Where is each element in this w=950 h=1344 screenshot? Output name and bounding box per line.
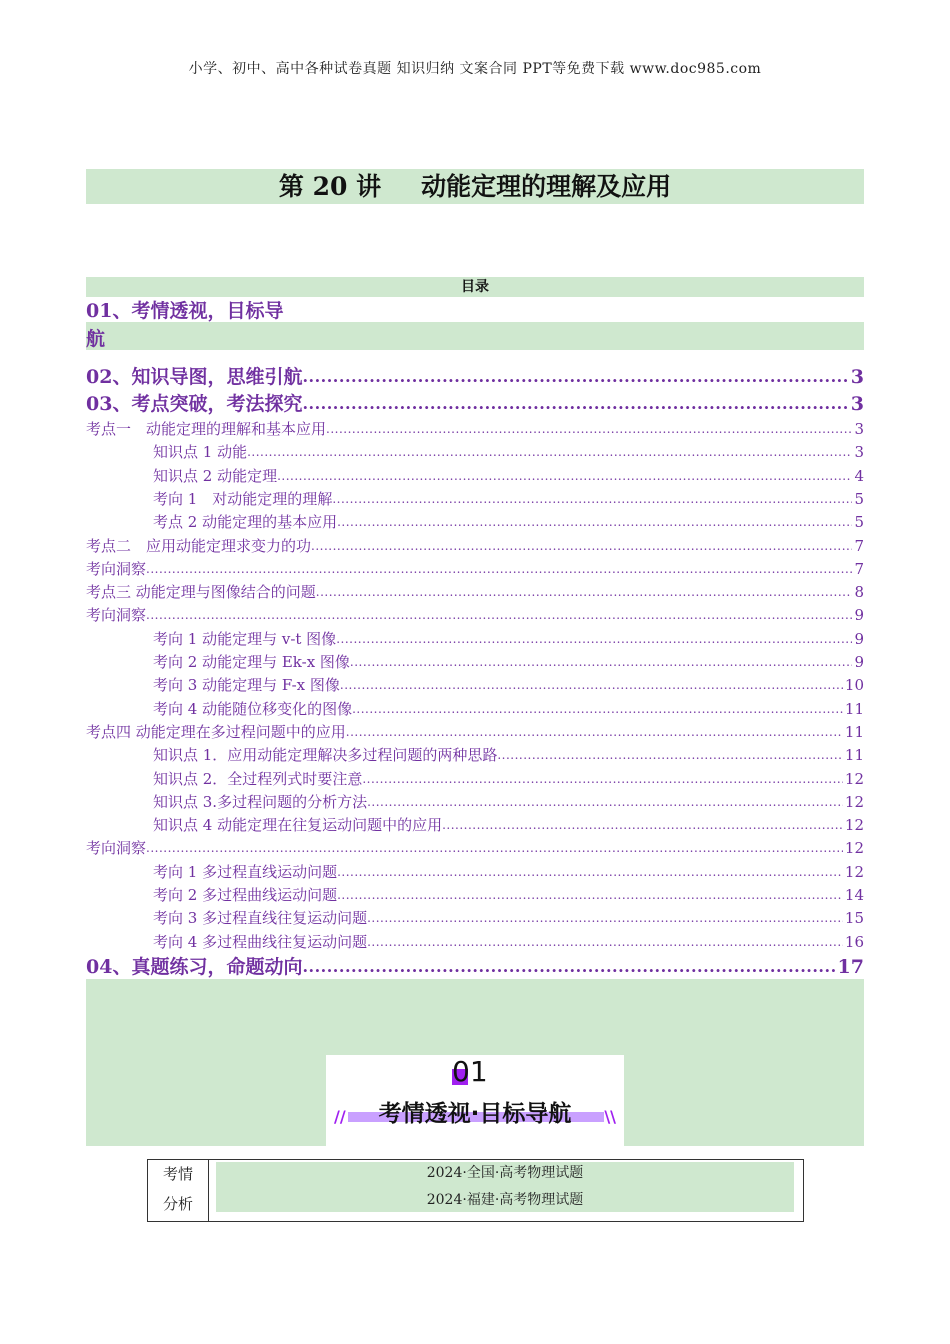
toc-entry-label: 知识点 1 动能 <box>153 443 248 462</box>
toc-leader-dots <box>247 441 852 463</box>
toc-entry-page: 12 <box>844 792 864 811</box>
toc-entry[interactable] <box>86 511 864 533</box>
toc-entry-label: 知识点 1．应用动能定理解决多过程问题的两种思路 <box>153 746 498 765</box>
toc-entry[interactable] <box>86 441 864 463</box>
toc-leader-dots <box>277 465 852 487</box>
toc-first-entry-line2: 航 <box>86 328 106 350</box>
lecture-subject: 动能定理的理解及应用 <box>421 172 672 201</box>
toc-entry-page: 7 <box>854 559 864 578</box>
toc-heading: 目录 <box>86 277 864 297</box>
toc-leader-dots <box>316 581 853 603</box>
toc-leader-dots <box>337 511 852 533</box>
toc-entry-page: 5 <box>854 513 864 532</box>
toc-entry-page: 11 <box>844 722 864 741</box>
toc-entry-page: 9 <box>854 653 864 671</box>
analysis-label-line2: 分析 <box>162 1195 193 1213</box>
toc-entry-label: 考向 4 动能随位移变化的图像 <box>153 699 353 718</box>
badge-title: 考情透视·目标导航 <box>378 1101 572 1127</box>
toc-leader-dots <box>332 488 852 510</box>
toc-leader-dots <box>352 698 843 720</box>
toc-entry-page: 14 <box>844 886 864 904</box>
toc-leader-dots <box>367 931 843 953</box>
toc-entry-label: 考点三 动能定理与图像结合的问题 <box>86 583 316 602</box>
toc-entry-label: 知识点 3.多过程问题的分析方法 <box>153 792 368 811</box>
toc-entry[interactable] <box>86 884 864 906</box>
toc-entry[interactable] <box>86 604 864 626</box>
toc-entry[interactable] <box>86 628 864 650</box>
analysis-table <box>147 1159 804 1222</box>
toc-leader-dots <box>350 651 853 673</box>
analysis-row: 2024·全国·高考物理试题 <box>426 1165 584 1181</box>
toc-entry-page: 3 <box>854 443 864 462</box>
toc-entry-label: 考点四 动能定理在多过程问题中的应用 <box>86 722 346 741</box>
toc-entry-label: 03、考点突破，考法探究 <box>86 393 303 415</box>
toc-entry-label: 考向 3 动能定理与 F-x 图像 <box>153 676 340 695</box>
toc-entry[interactable] <box>86 391 864 417</box>
toc-entry-page: 12 <box>844 839 864 858</box>
toc-entry[interactable] <box>86 364 864 390</box>
toc-entry[interactable] <box>86 674 864 696</box>
lecture-title <box>86 169 864 204</box>
toc-entry-page: 9 <box>854 629 864 648</box>
badge-left-slash-icon: // <box>334 1107 346 1126</box>
toc-entry[interactable] <box>86 698 864 720</box>
toc-entry[interactable] <box>86 558 864 580</box>
toc-entry[interactable] <box>86 907 864 929</box>
toc-entry-page: 12 <box>844 816 864 835</box>
toc-leader-dots <box>497 744 843 766</box>
analysis-row: 2024·福建·高考物理试题 <box>426 1192 584 1208</box>
toc-entry-label: 考向 2 动能定理与 Ek-x 图像 <box>153 653 350 671</box>
toc-entry-page: 15 <box>844 909 864 928</box>
toc-first-entry[interactable] <box>86 297 326 353</box>
toc-entry-page: 3 <box>850 366 864 388</box>
toc-leader-dots <box>337 884 843 906</box>
toc-entry-label: 知识点 4 动能定理在往复运动问题中的应用 <box>153 816 443 835</box>
toc-entry[interactable] <box>86 768 864 790</box>
toc-entry-page: 16 <box>844 932 864 951</box>
toc-entry-label: 考向 4 多过程曲线往复运动问题 <box>153 932 368 951</box>
toc-leader-dots <box>442 814 843 836</box>
analysis-label-line1: 考情 <box>162 1165 193 1183</box>
toc-entry-label: 04、真题练习，命题动向 <box>86 955 303 978</box>
toc-entry[interactable] <box>86 791 864 813</box>
toc-leader-dots <box>367 791 843 813</box>
toc-entry-label: 考点二 应用动能定理求变力的功 <box>86 536 312 555</box>
toc-entry-page: 7 <box>854 536 864 555</box>
toc-entry-page: 17 <box>837 955 864 978</box>
toc-entry-page: 3 <box>850 393 864 415</box>
toc-entry-label: 考向 1 对动能定理的理解 <box>153 489 333 508</box>
toc-leader-dots <box>340 674 843 696</box>
toc-entry-label: 考向 1 多过程直线运动问题 <box>153 862 338 881</box>
table-divider <box>208 1160 209 1221</box>
toc-entry[interactable] <box>86 861 864 883</box>
analysis-rows <box>216 1162 794 1212</box>
section-badge <box>326 1055 624 1146</box>
toc-entry[interactable] <box>86 581 864 603</box>
toc-entry-label: 知识点 2．全过程列式时要注意 <box>153 769 363 788</box>
toc-entry[interactable] <box>86 488 864 510</box>
toc-leader-dots <box>302 954 835 980</box>
toc-entry[interactable] <box>86 744 864 766</box>
toc-leader-dots <box>146 558 852 580</box>
toc-entry[interactable] <box>86 418 864 440</box>
toc-entry[interactable] <box>86 931 864 953</box>
toc-entry-page: 12 <box>844 862 864 881</box>
toc-entry-page: 4 <box>854 466 864 485</box>
toc-entry-label: 考点一 动能定理的理解和基本应用 <box>86 420 327 438</box>
toc-entry-page: 9 <box>854 606 864 625</box>
toc-entry-label: 知识点 2 动能定理 <box>153 466 278 485</box>
toc-entry-label: 考向 1 动能定理与 v-t 图像 <box>153 629 337 648</box>
toc-entry-label: 考点 2 动能定理的基本应用 <box>153 513 338 532</box>
toc-leader-dots <box>302 391 848 417</box>
badge-right-slash-icon: \\ <box>604 1107 616 1126</box>
toc-entry-page: 11 <box>844 746 864 765</box>
toc-entry-page: 3 <box>854 420 864 438</box>
toc-leader-dots <box>367 907 843 929</box>
toc-entry-label: 考向洞察 <box>86 606 147 625</box>
toc-entry[interactable] <box>86 651 864 673</box>
toc-entry-label: 考向洞察 <box>86 559 147 578</box>
toc-leader-dots <box>302 364 848 390</box>
toc-entry[interactable] <box>86 721 864 743</box>
toc-leader-dots <box>336 628 852 650</box>
toc-entry-page: 8 <box>854 583 864 602</box>
toc-entry[interactable] <box>86 837 864 859</box>
toc-leader-dots <box>146 837 843 859</box>
toc-leader-dots <box>362 768 843 790</box>
toc-entry-label: 考向 2 多过程曲线运动问题 <box>153 886 338 904</box>
toc-leader-dots <box>326 418 852 440</box>
toc-entry-label: 02、知识导图，思维引航 <box>86 366 303 388</box>
toc-entry-label: 考向洞察 <box>86 839 147 858</box>
toc-entry-page: 5 <box>854 489 864 508</box>
toc-first-entry-line1: 01、考情透视，目标导 <box>86 300 284 322</box>
toc-entry-page: 12 <box>844 769 864 788</box>
toc-leader-dots <box>346 721 843 743</box>
toc-leader-dots <box>337 861 843 883</box>
toc-entry[interactable] <box>86 535 864 557</box>
toc-entry[interactable] <box>86 814 864 836</box>
badge-number: 01 <box>452 1055 488 1088</box>
toc-leader-dots <box>146 604 852 626</box>
toc-leader-dots <box>311 535 852 557</box>
analysis-label <box>148 1160 208 1220</box>
toc-entry-page: 10 <box>844 676 864 695</box>
toc-entry[interactable] <box>86 954 864 980</box>
toc-entry-label: 考向 3 多过程直线往复运动问题 <box>153 909 368 928</box>
toc-entry-page: 11 <box>844 699 864 718</box>
page-header: 小学、初中、高中各种试卷真题 知识归纳 文案合同 PPT等免费下载 www.doc985.com <box>188 61 762 77</box>
lecture-number: 第 20 讲 <box>278 172 382 201</box>
toc-entry[interactable] <box>86 465 864 487</box>
